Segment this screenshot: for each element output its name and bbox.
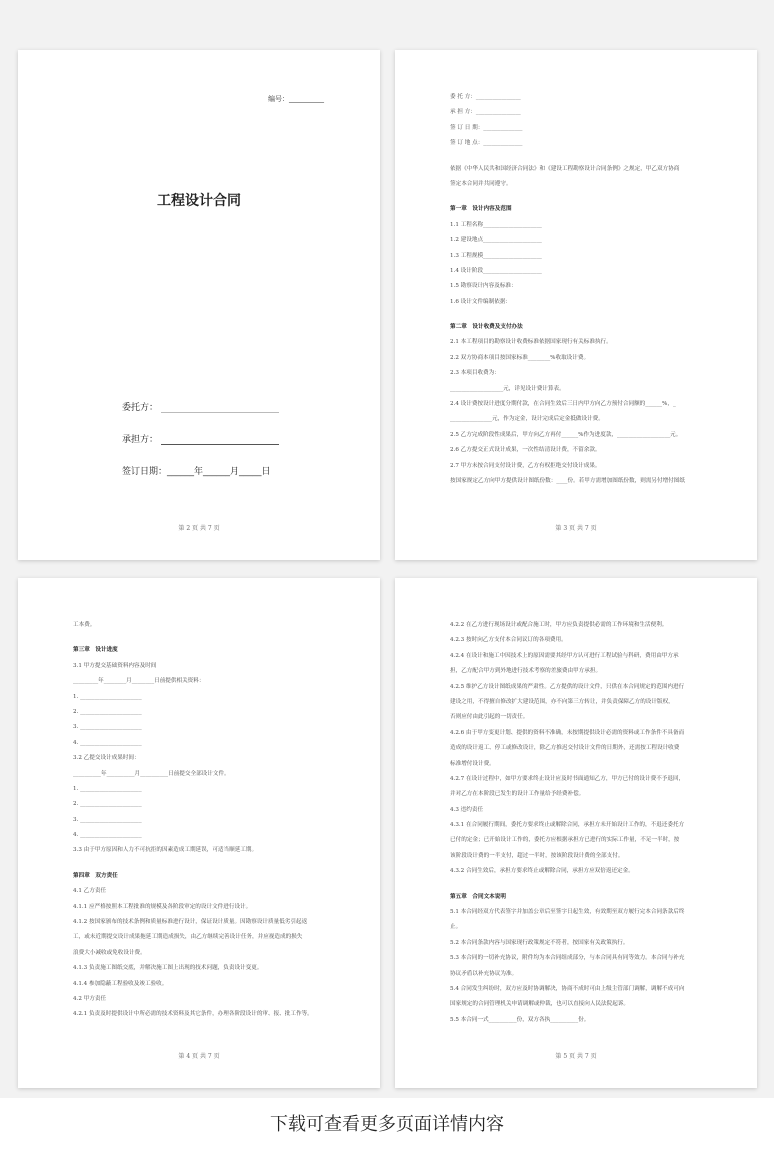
text-line: 依据《中华人民共和国经济合同法》和《建设工程勘察设计合同条例》之规定，甲乙双方协商 bbox=[450, 165, 680, 172]
text-line: 否则应付由此引起的一切责任。 bbox=[450, 714, 529, 721]
sign-date-field: 签订日期：______年______月_____日 bbox=[122, 467, 271, 477]
text-line: 4.2.2 在乙方进行现场设计或配合施工时，甲方应负责提供必需的工作环境和生活便利。 bbox=[450, 622, 668, 628]
page-body bbox=[450, 90, 707, 489]
text-line: 4.3 违约责任 bbox=[450, 806, 484, 813]
text-line: 4.2.4 在设计和施工中因技术上的原因需要其经甲方认可进行工程试验与科研，费用由甲方承 bbox=[450, 652, 679, 659]
text-line: 3.1 甲方提交基础资料内容及时间 bbox=[73, 662, 157, 669]
text-line: 2. ______________________ bbox=[73, 801, 142, 808]
client-field bbox=[122, 400, 279, 413]
chapter-heading: 第二章 设计收费及支付办法 bbox=[450, 324, 523, 331]
text-line: 造成的设计返工、停工或修改设计，除乙方推迟交付设计文件的日期外，还需按工程设计收费 bbox=[450, 745, 680, 752]
text-line: 2.6 乙方提交正式设计成果，一次性结清设计费，不留余款。 bbox=[450, 447, 601, 454]
download-banner-text[interactable]: 下载可查看更多页面详情内容 bbox=[270, 1114, 504, 1135]
text-line: 4.1.3 负责施工图纸交底，并解决施工图上出现的技术问题，负责设计变更。 bbox=[73, 965, 263, 972]
document-page-2 bbox=[395, 50, 757, 560]
page-body bbox=[73, 618, 330, 1023]
spacer bbox=[450, 880, 707, 890]
text-line: 委 托 方：________________ bbox=[450, 94, 521, 100]
text-line: 5.1 本合同经双方代表签字并加盖公章后至签字日起生效，有效期至双方履行完本合同条款后终 bbox=[450, 909, 685, 916]
document-page-4 bbox=[395, 578, 757, 1088]
text-line: 3. ______________________ bbox=[73, 816, 142, 823]
text-line: 4.3.2 合同生效后，承担方要求终止或解除合同，承担方应双倍返还定金。 bbox=[450, 868, 634, 875]
text-line: 国家规定的合同管理机关申请调解或仲裁，也可以直接向人民法院起诉。 bbox=[450, 1001, 630, 1008]
text-line: 工本费。 bbox=[73, 622, 96, 628]
contract-number-label: 编号：__________ bbox=[268, 95, 324, 103]
text-line: 2.1 本工程项目的勘察设计收费标准依据国家现行有关标准执行。 bbox=[450, 339, 612, 346]
text-line: 1.1 工程名称_____________________ bbox=[450, 221, 542, 228]
spacer bbox=[73, 633, 330, 643]
chapter-heading: 第四章 双方责任 bbox=[73, 872, 118, 879]
text-line: 4.2.6 由于甲方变更计划、提供的资料不准确，未按期提供设计必需的资料或工作条件不具备而 bbox=[450, 729, 685, 736]
text-line: 5.2 本合同条款内容与国家现行政策规定不符者，按国家有关政策执行。 bbox=[450, 939, 629, 946]
text-line: 4.2.5 维护乙方设计图纸成果的严肃性。乙方提供的设计文件，只供在本合同规定的范围内进行 bbox=[450, 683, 685, 690]
text-line: 4. ______________________ bbox=[73, 832, 142, 839]
text-line: 5.4 合同发生纠纷时，双方应及时协调解决，协商不成时可由上级主管部门调解，调解不成可向 bbox=[450, 985, 685, 992]
text-line: 4.1.4 参加隐蔽工程验收及竣工验收。 bbox=[73, 980, 168, 987]
text-line: 5.5 本合同一式__________份，双方各执__________份。 bbox=[450, 1016, 590, 1023]
text-line: 担，乙方配合甲方到外地进行技术考察的差旅费由甲方承担。 bbox=[450, 668, 602, 675]
spacer bbox=[450, 152, 707, 162]
text-line: 浪费大小减收或免收设计费。 bbox=[73, 949, 146, 956]
page-footer: 第 2 页 共 7 页 bbox=[178, 525, 220, 532]
page-footer: 第 4 页 共 7 页 bbox=[178, 1053, 220, 1060]
document-page-cover bbox=[18, 50, 380, 560]
document-title: 工程设计合同 bbox=[157, 193, 241, 209]
text-line: 1. ______________________ bbox=[73, 785, 142, 792]
page-footer: 第 3 页 共 7 页 bbox=[555, 525, 597, 532]
text-line: 1.3 工程规模_____________________ bbox=[450, 252, 542, 259]
chapter-heading: 第一章 设计内容及范围 bbox=[450, 206, 512, 213]
text-line: 4.2 甲方责任 bbox=[73, 995, 107, 1002]
text-line: __________年__________月__________日前提交全部设计文件。 bbox=[73, 770, 230, 777]
text-line: 5.3 本合同的一切补充协议，附件均为本合同组成部分，与本合同具有同等效力。本合同与补充 bbox=[450, 955, 685, 962]
text-line: 签 订 日 期：______________ bbox=[450, 124, 523, 131]
text-line: 工，或未近期提交设计成果拖延工期造成损失，由乙方继续完善设计任务，并应视造成的损失 bbox=[73, 934, 303, 941]
text-line: 1. ______________________ bbox=[73, 693, 142, 700]
text-line: 该阶段设计费的一半支付，超过一半时，按该阶段设计费的全部支付。 bbox=[450, 852, 624, 859]
text-line: 2.4 设计费按设计进度分期付款，在合同生效后三日内甲方向乙方预付合同额的______%，_ bbox=[450, 401, 676, 408]
spacer bbox=[450, 192, 707, 202]
text-line: 已付的定金；已开始设计工作的，委托方应根据承担方已进行的实际工作量，不足一半时，按 bbox=[450, 837, 680, 844]
page-footer: 第 5 页 共 7 页 bbox=[555, 1053, 597, 1060]
text-line: 1.4 设计阶段_____________________ bbox=[450, 267, 542, 274]
contractor-blank bbox=[161, 444, 279, 445]
text-line: 1.5 勘察设计内容及标准： bbox=[450, 283, 517, 290]
chapter-heading: 第五章 合同文本说明 bbox=[450, 893, 506, 900]
text-line: 1.2 建设地点_____________________ bbox=[450, 237, 542, 244]
text-line: 4.1 乙方责任 bbox=[73, 888, 107, 895]
text-line: 并对乙方在本阶段已发生的设计工作量给予经费补偿。 bbox=[450, 791, 585, 798]
text-line: _______________元，作为定金，设计完成后定金抵做设计费。 bbox=[450, 416, 604, 423]
spacer bbox=[450, 310, 707, 320]
text-line: 2.5 乙方完成阶段性成果后，甲方向乙方再付______%作为进度款，___________________元。 bbox=[450, 431, 682, 438]
client-label: 委托方： bbox=[122, 403, 159, 413]
text-line: 4. ______________________ bbox=[73, 739, 142, 746]
text-line: 签定本合同并共同遵守。 bbox=[450, 180, 512, 187]
text-line: 按国家规定乙方向甲方提供设计图纸份数：____份。若甲方需增加图纸份数，则需另付增付图纸 bbox=[450, 477, 685, 484]
text-line: 4.1.1 应严格按照本工程批准的规模及各阶段审定的设计文件进行设计。 bbox=[73, 903, 252, 910]
text-line: 4.2.3 按时向乙方支付本合同议订的各项费用。 bbox=[450, 637, 567, 644]
text-line: 标准增付设计费。 bbox=[450, 760, 495, 767]
text-line: 建设之用，不得擅自修改扩大建设范围，亦不向第三方转让，并负责保障乙方的设计版权， bbox=[450, 698, 674, 705]
text-line: 4.1.2 按国家颁布的技术条例和质量标准进行设计，保证设计质量。因勘察设计质量低劣引起返 bbox=[73, 919, 308, 926]
contractor-label: 承担方： bbox=[122, 435, 159, 445]
text-line: _________年________月________日前提供相关资料： bbox=[73, 678, 205, 685]
chapter-heading: 第三章 设计进度 bbox=[73, 647, 118, 654]
download-banner[interactable] bbox=[0, 1098, 774, 1168]
text-line: 2. ______________________ bbox=[73, 708, 142, 715]
text-line: ___________________元，详见设计费计算表。 bbox=[450, 385, 565, 392]
text-line: 2.2 双方协商本项目按国家标准________%收取设计费。 bbox=[450, 354, 590, 361]
text-line: 4.2.7 在设计过程中，如甲方要求终止设计应及时书面通知乙方，甲方已付的设计费不予退回， bbox=[450, 775, 685, 782]
text-line: 签 订 地 点：______________ bbox=[450, 140, 523, 147]
text-line: 3. ______________________ bbox=[73, 724, 142, 731]
text-line: 4.2.1 负责及时提供设计中所必需的技术资料及其它条件，办理各阶段设计的审、报、批工作等。 bbox=[73, 1011, 313, 1018]
spacer bbox=[73, 859, 330, 869]
contractor-field bbox=[122, 432, 279, 445]
client-blank bbox=[161, 412, 279, 413]
text-line: 3.2 乙提交设计成果时间： bbox=[73, 755, 140, 762]
text-line: 1.6 设计文件编制依据： bbox=[450, 298, 512, 305]
document-page-3 bbox=[18, 578, 380, 1088]
text-line: 协议矛盾以补充协议为准。 bbox=[450, 970, 518, 977]
text-line: 3.3 由于甲方原因和人力不可抗拒的因素造成工期延误，可适当顺延工期。 bbox=[73, 847, 258, 854]
page-body bbox=[450, 618, 707, 1028]
text-line: 止。 bbox=[450, 924, 462, 931]
text-line: 4.3.1 在合同履行期间，委托方要求终止或解除合同，承担方未开始设计工作的，不退还委托方 bbox=[450, 822, 685, 829]
text-line: 2.3 本项目收费为： bbox=[450, 370, 500, 377]
text-line: 承 担 方：________________ bbox=[450, 109, 521, 116]
text-line: 2.7 甲方未按合同支付设计费，乙方有权拒绝交付设计成果。 bbox=[450, 462, 601, 469]
